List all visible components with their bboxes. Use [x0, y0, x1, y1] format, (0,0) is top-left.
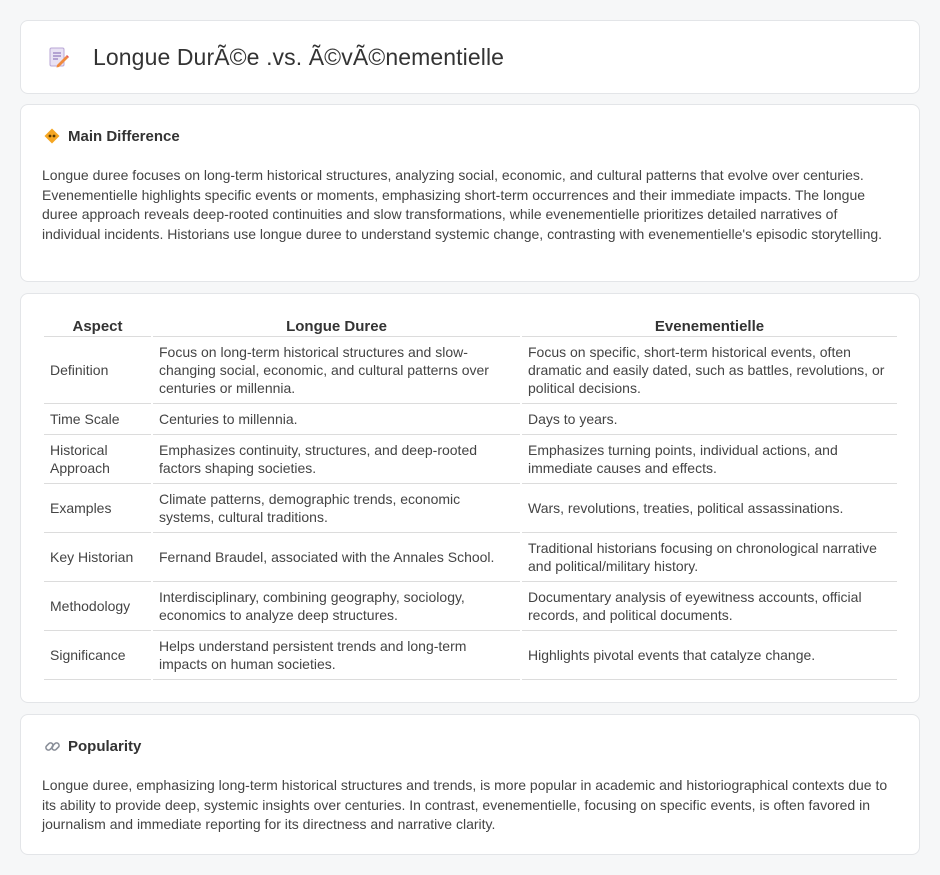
- comparison-section: [20, 293, 920, 703]
- evenementielle-cell: Days to years.: [522, 404, 897, 435]
- main-difference-section: [20, 104, 920, 282]
- evenementielle-cell: Focus on specific, short-term historical events, often dramatic and easily dated, such as battles, revolutions, or political decisions.: [522, 337, 897, 404]
- table-row: [44, 435, 897, 484]
- aspect-cell: Definition: [44, 337, 151, 404]
- longue-duree-cell: Centuries to millennia.: [153, 404, 520, 435]
- header-evenementielle: Evenementielle: [522, 315, 897, 337]
- comparison-table: [42, 315, 899, 680]
- evenementielle-cell: Highlights pivotal events that catalyze change.: [522, 631, 897, 680]
- main-difference-header: [43, 127, 180, 145]
- aspect-cell: Key Historian: [44, 533, 151, 582]
- header-longue-duree: Longue Duree: [153, 315, 520, 337]
- evenementielle-cell: Wars, revolutions, treaties, political assassinations.: [522, 484, 897, 533]
- table-row: [44, 582, 897, 631]
- aspect-cell: Historical Approach: [44, 435, 151, 484]
- header-aspect: Aspect: [44, 315, 151, 337]
- aspect-cell: Significance: [44, 631, 151, 680]
- longue-duree-cell: Climate patterns, demographic trends, economic systems, cultural traditions.: [153, 484, 520, 533]
- popularity-header: [43, 737, 141, 755]
- link-icon: [43, 737, 61, 755]
- evenementielle-cell: Traditional historians focusing on chronological narrative and political/military history.: [522, 533, 897, 582]
- popularity-heading: Popularity: [68, 737, 142, 755]
- diamond-warning-icon: [43, 127, 61, 145]
- table-header-row: [44, 315, 897, 337]
- aspect-cell: Time Scale: [44, 404, 151, 435]
- table-row: [44, 404, 897, 435]
- popularity-section: [20, 714, 920, 855]
- table-row: [44, 484, 897, 533]
- page-title: Longue DurÃ©e .vs. Ã©vÃ©nementielle: [93, 43, 505, 70]
- table-row: [44, 533, 897, 582]
- longue-duree-cell: Focus on long-term historical structures and slow-changing social, economic, and cultural patterns over centuries or millennia.: [153, 337, 520, 404]
- longue-duree-cell: Helps understand persistent trends and long-term impacts on human societies.: [153, 631, 520, 680]
- main-difference-text: Longue duree focuses on long-term historical structures, analyzing social, economic, and cultural patterns that evolve over centuries. Evenementielle highlights specific events or moments, emphasizing short-term occurrences and their immediate impacts. The longue duree approach reveals deep-rooted continuities and slow transformations, while evenementielle prioritizes detailed narratives of individual incidents. Historians use longue duree to understand systemic change, contrasting with evenementielle's episodic storytelling.: [42, 167, 883, 242]
- evenementielle-cell: Documentary analysis of eyewitness accounts, official records, and political documents.: [522, 582, 897, 631]
- longue-duree-cell: Interdisciplinary, combining geography, sociology, economics to analyze deep structures.: [153, 582, 520, 631]
- popularity-text: Longue duree, emphasizing long-term historical structures and trends, is more popular in academic and historiographical contexts due to its ability to provide deep, systemic insights over centuries. In contrast, evenementielle, focusing on specific events, is often favored in journalism and immediate reporting for its directness and narrative clarity.: [42, 777, 888, 832]
- aspect-cell: Methodology: [44, 582, 151, 631]
- evenementielle-cell: Emphasizes turning points, individual actions, and immediate causes and effects.: [522, 435, 897, 484]
- longue-duree-cell: Emphasizes continuity, structures, and deep-rooted factors shaping societies.: [153, 435, 520, 484]
- header-card: [20, 20, 920, 94]
- main-difference-heading: Main Difference: [68, 127, 180, 145]
- table-row: [44, 337, 897, 404]
- document-edit-icon: [47, 46, 69, 68]
- aspect-cell: Examples: [44, 484, 151, 533]
- longue-duree-cell: Fernand Braudel, associated with the Annales School.: [153, 533, 520, 582]
- table-row: [44, 631, 897, 680]
